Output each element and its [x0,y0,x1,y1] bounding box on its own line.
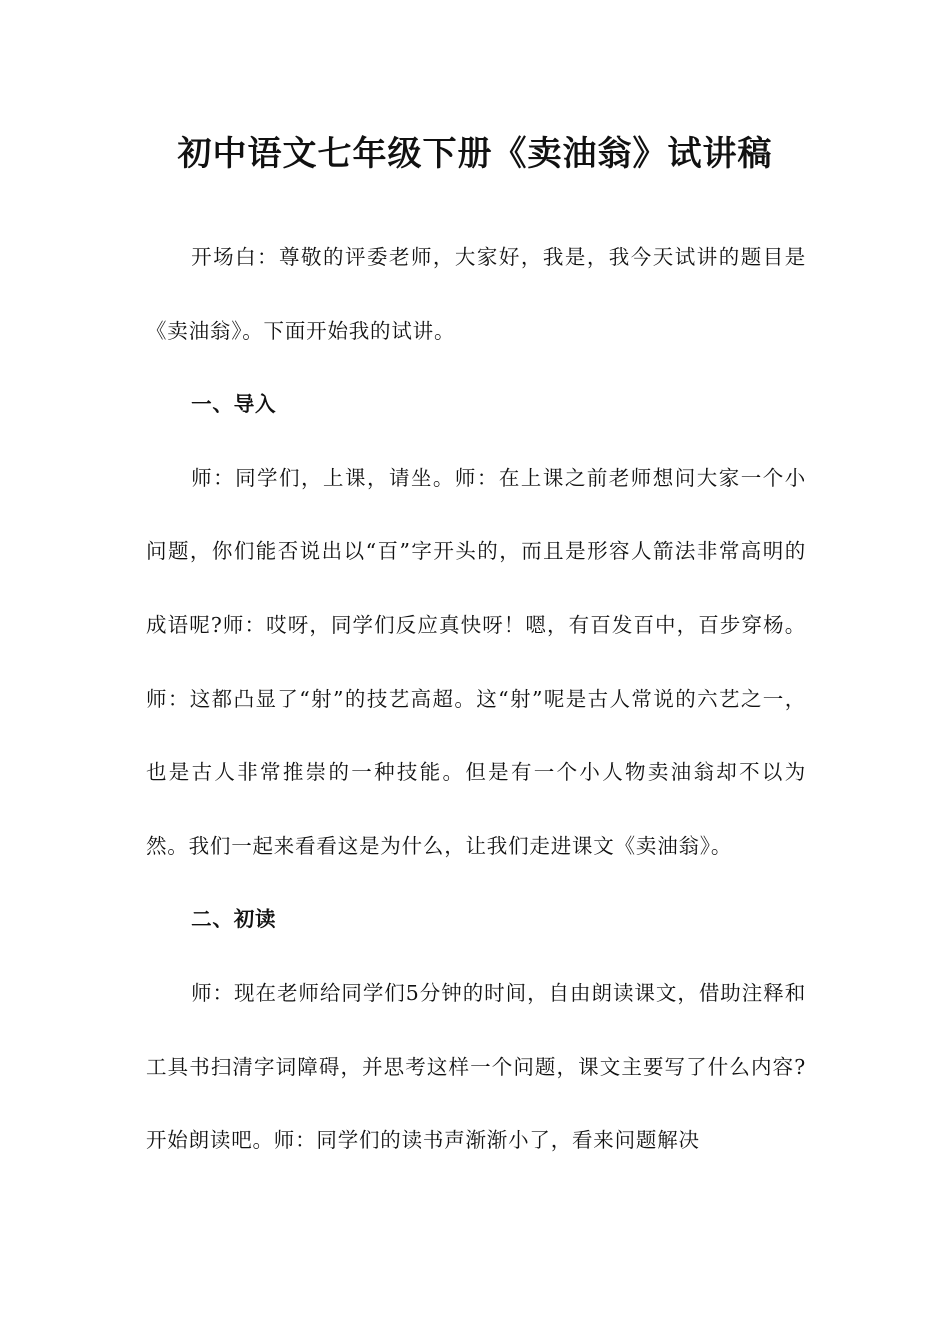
opening-paragraph: 开场白：尊敬的评委老师，大家好，我是，我今天试讲的题目是《卖油翁》。下面开始我的试讲。 [146,245,806,343]
document-body [146,221,806,1178]
section-heading-first-reading: 二、初读 [191,907,277,932]
section-heading-intro: 一、导入 [191,392,277,417]
document-title: 初中语文七年级下册《卖油翁》试讲稿 [177,134,773,174]
first-reading-paragraph: 师：现在老师给同学们5分钟的时间，自由朗读课文，借助注释和工具书扫清字词障碍，并思考这样一个问题，课文主要写了什么内容?开始朗读吧。师：同学们的读书声渐渐小了，看来问题解决 [146,980,806,1153]
intro-paragraph: 师：同学们，上课，请坐。师：在上课之前老师想问大家一个小问题，你们能否说出以“百”字开头的，而且是形容人箭法非常高明的成语呢?师：哎呀，同学们反应真快呀！嗯，有百发百中，百步穿杨。 师：这都凸显了“射”的技艺高超。这“射”呢是古人常说的六艺之一，也是古人非常推崇的一种技能。但是有一个小人物卖油翁却不以为然。我们一起来看看这是为什么，让我们走进课文《卖油翁》。 [146,465,806,858]
